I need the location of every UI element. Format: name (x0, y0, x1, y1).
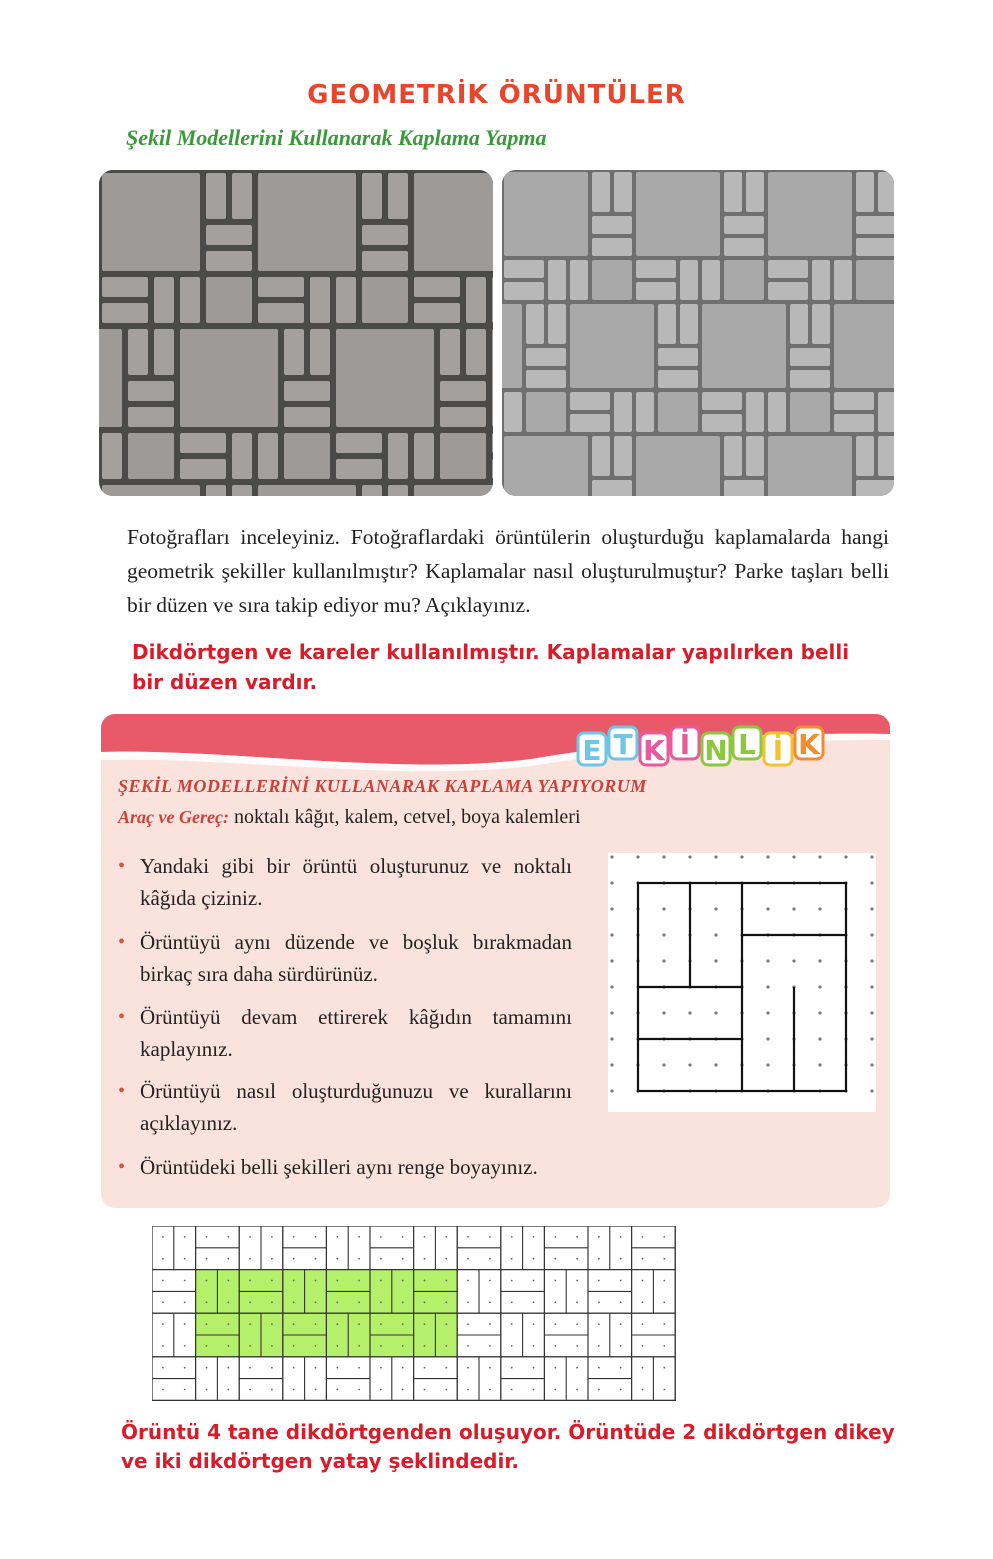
logo-letter: N (704, 734, 728, 767)
step-3: • Örüntüyü devam ettirerek kâğıdın tamamını kaplayınız. (118, 1001, 572, 1065)
step-1: • Yandaki gibi bir örüntü oluşturunuz ve noktalı kâğıda çiziniz. (118, 850, 572, 914)
activity-heading: ŞEKİL MODELLERİNİ KULLANARAK KAPLAMA YAPIYORUM (118, 776, 647, 796)
logo-letter: K (798, 728, 820, 761)
step-4: • Örüntüyü nasıl oluşturduğunuzu ve kurallarını açıklayınız. (118, 1075, 572, 1139)
materials-list: noktalı kâğıt, kalem, cetvel, boya kalemleri (233, 806, 581, 828)
bullet-icon: • (118, 855, 126, 877)
logo-letter: T (613, 728, 633, 761)
step-5: • Örüntüdeki belli şekilleri aynı renge boyayınız. (118, 1151, 740, 1183)
materials-label: Araç ve Gereç: (118, 807, 229, 827)
paving-photo-left (99, 170, 493, 496)
logo-letter: İ (772, 734, 784, 767)
logo-letter: E (582, 734, 602, 767)
answer-2: Örüntü 4 tane dikdörtgenden oluşuyor. Örüntüde 2 dikdörtgen dikey ve iki dikdörtgen yatay şeklindedir. (121, 1420, 895, 1473)
materials-line (118, 806, 581, 829)
bullet-icon: • (118, 1080, 126, 1102)
bullet-icon: • (118, 1006, 126, 1028)
paving-photo-right (502, 170, 894, 496)
dotted-paper-figure (608, 853, 876, 1112)
page-subtitle: Şekil Modellerini Kullanarak Kaplama Yapma (126, 125, 547, 150)
answer-1: Dikdörtgen ve kareler kullanılmıştır. Kaplamalar yapılırken belli bir düzen vardır. (132, 640, 850, 694)
intro-paragraph: Fotoğrafları inceleyiniz. Fotoğraflardaki örüntülerin oluşturduğu kaplamalarda hangi geometrik şekiller kullanılmıştır? Kaplamalar nasıl oluşturulmuştur? Parke taşları belli bir düzen ve sıra takip ediyor mu? Açıklayınız. (127, 525, 889, 617)
activity-logo (575, 720, 835, 772)
page-title: GEOMETRİK ÖRÜNTÜLER (307, 80, 686, 110)
bullet-icon: • (118, 1156, 126, 1178)
etkinlik-logo-icon (575, 720, 835, 772)
tiled-pattern-grid (152, 1226, 680, 1412)
logo-letter: İ (679, 728, 691, 761)
bullet-icon: • (118, 931, 126, 953)
logo-letter: K (643, 734, 665, 767)
step-2: • Örüntüyü aynı düzende ve boşluk bırakmadan birkaç sıra daha sürdürünüz. (118, 926, 572, 990)
logo-letter: L (738, 728, 756, 761)
